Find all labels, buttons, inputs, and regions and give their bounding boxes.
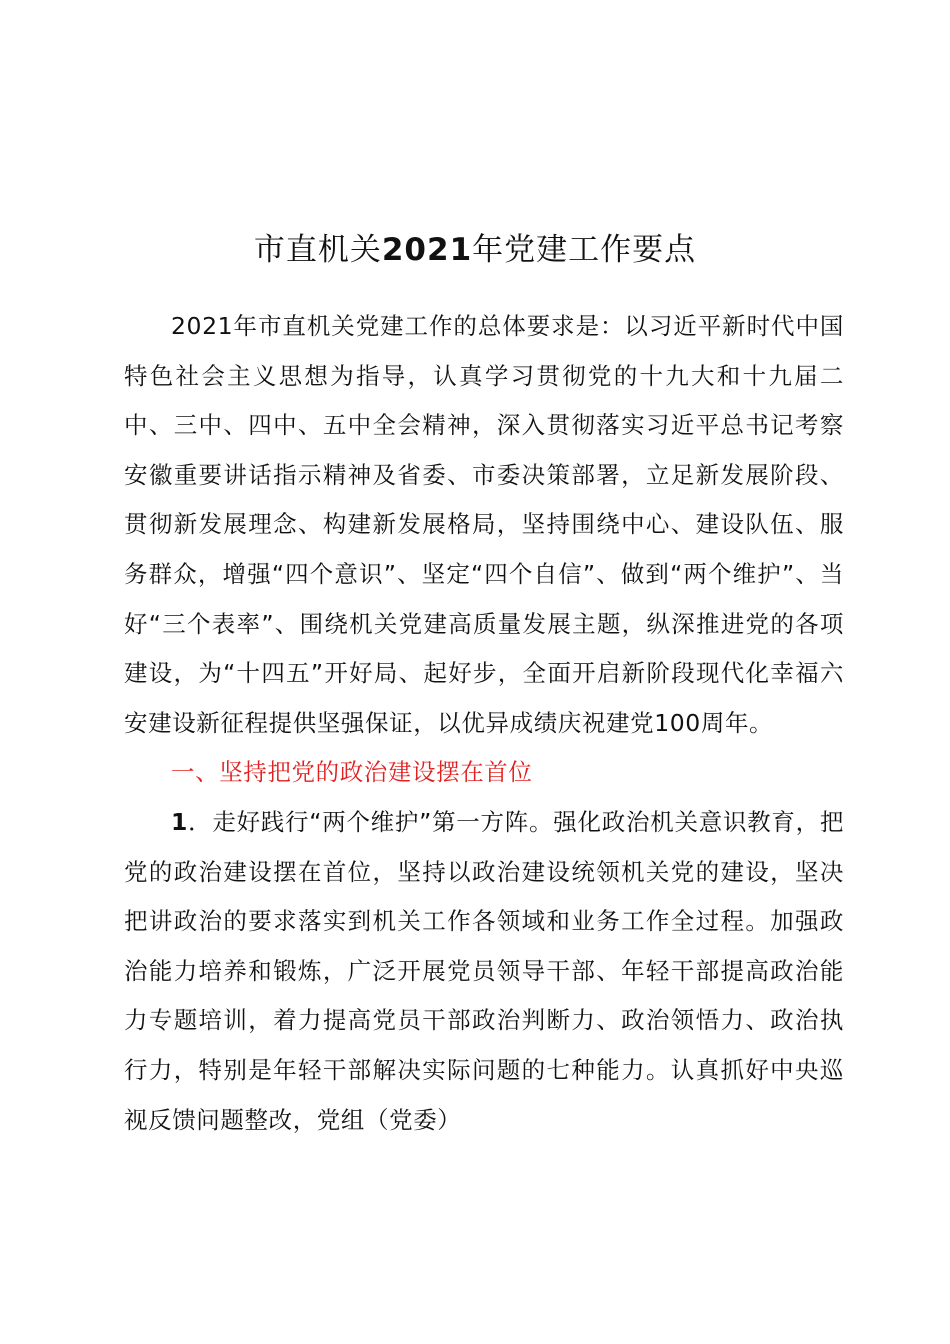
item-1-body: 强化政治机关意识教育，把党的政治建设摆在首位，坚持以政治建设统领机关党的建设，坚决把讲政治的要求落实到机关工作各领域和业务工作全过程。加强政治能力培养和锻炼，广泛开展党员领导干部、年轻干部提高政治能力专题培训，着力提高党员干部政治判断力、政治领悟力、政治执行力，特别是年轻干部解决实际问题的七种能力。认真抓好中央巡视反馈问题整改，党组（党委） bbox=[124, 807, 844, 1134]
title-suffix: 年党建工作要点 bbox=[472, 232, 697, 268]
document-title bbox=[0, 224, 950, 276]
item-1-lead: ．走好践行“两个维护”第一方阵。 bbox=[187, 807, 554, 836]
document-body bbox=[124, 302, 844, 1145]
item-1-paragraph bbox=[124, 798, 844, 1145]
intro-paragraph: 2021年市直机关党建工作的总体要求是：以习近平新时代中国特色社会主义思想为指导，认真学习贯彻党的十九大和十九届二中、三中、四中、五中全会精神，深入贯彻落实习近平总书记考察安徽重要讲话指示精神及省委、市委决策部署，立足新发展阶段、贯彻新发展理念、构建新发展格局，坚持围绕中心、建设队伍、服务群众，增强“四个意识”、坚定“四个自信”、做到“两个维护”、当好“三个表率”、围绕机关党建高质量发展主题，纵深推进党的各项建设，为“十四五”开好局、起好步，全面开启新阶段现代化幸福六安建设新征程提供坚强保证，以优异成绩庆祝建党100周年。 bbox=[124, 312, 844, 737]
item-1-number: 1 bbox=[171, 807, 188, 836]
title-prefix: 市直机关 bbox=[253, 232, 382, 268]
section-heading: 一、坚持把党的政治建设摆在首位 bbox=[171, 758, 533, 787]
title-year: 2021 bbox=[381, 232, 473, 268]
